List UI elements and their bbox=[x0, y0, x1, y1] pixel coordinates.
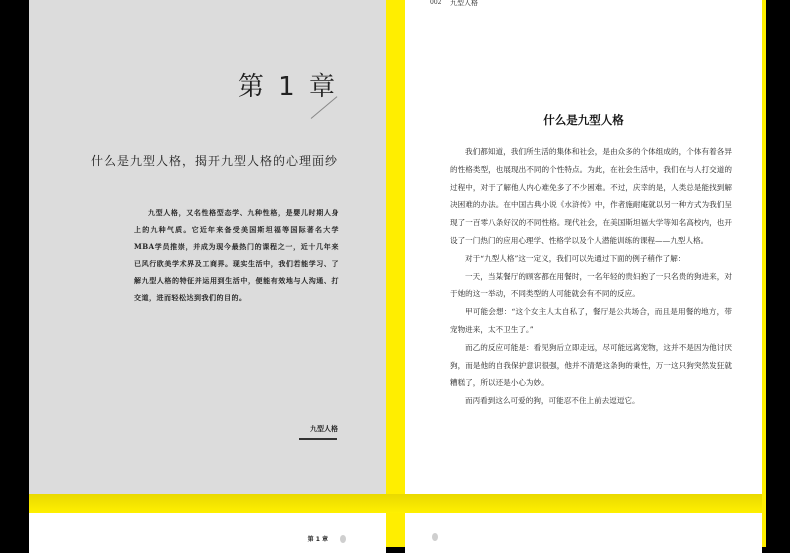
gutter-vertical bbox=[386, 0, 405, 547]
running-header: 九型人格 bbox=[450, 0, 478, 7]
chapter-subtitle: 什么是九型人格，揭开九型人格的心理面纱 bbox=[90, 154, 338, 168]
page-corner-circle-icon bbox=[340, 535, 346, 543]
right-page bbox=[405, 0, 762, 494]
book-title: 九型人格 bbox=[310, 425, 338, 433]
paragraph: 我们都知道，我们所生活的集体和社会，是由众多的个体组成的，个体有着各异的性格类型，也展现出不同的个性特点。为此，在社会生活中，我们在与人打交道的过程中，对于了解他人内心难免多了不少困难。不过，庆幸的是，人类总是能找到解决困难的办法。在中国古典小说《水浒传》中，作者施耐庵就以另一种方式为我们呈现了一百零八条好汉的不同性格。现代社会，在美国斯坦福大学等知名高校内，也开设了一门热门的应用心理学、性格学以及个人潜能训练的课程——九型人格。 bbox=[450, 147, 732, 245]
chapter-title: 第 1 章 bbox=[237, 72, 338, 102]
paragraph: 而丙看到这么可爱的狗，可能忍不住上前去逗逗它。 bbox=[465, 396, 640, 406]
left-page bbox=[29, 0, 386, 494]
paragraph: 甲可能会想：“这个女主人太自私了，餐厅是公共场合，而且是用餐的地方，带宠物进来，太不卫生了。” bbox=[450, 307, 732, 334]
page-number: 002 bbox=[430, 0, 442, 6]
gutter-horizontal bbox=[29, 494, 762, 513]
chapter-intro: 九型人格，又名性格型态学、九种性格，是婴儿时期人身上的九种气质。它近年来备受美国斯坦福等国际著名大学MBA学员推崇，并成为现今最热门的课程之一，近十几年来已风行欧美学术界及工商界。现实生活中，我们若能学习、了解九型人格的特征并运用到生活中，便能有效地与人沟通、打交道，进而轻松达到我们的目的。 bbox=[134, 208, 339, 302]
next-right-page bbox=[405, 513, 762, 553]
page-corner-circle-icon bbox=[432, 533, 438, 541]
title-underline bbox=[299, 438, 337, 440]
body-text bbox=[450, 143, 732, 410]
paragraph: 一天，当某餐厅的顾客都在用餐时，一名年轻的贵妇抱了一只名贵的狗进来，对于她的这一举动，不同类型的人可能就会有不同的反应。 bbox=[450, 271, 732, 299]
right-edge-band bbox=[762, 0, 766, 547]
paragraph: 而乙的反应可能是：看见狗后立即走远，尽可能远离宠物，这并不是因为他讨厌狗，而是他的自我保护意识很强，他并不清楚这条狗的秉性，万一这只狗突然发狂就糟糕了，所以还是小心为妙。 bbox=[450, 342, 732, 388]
section-title: 什么是九型人格 bbox=[543, 113, 624, 127]
paragraph: 对于“九型人格”这一定义，我们可以先通过下面的例子稍作了解： bbox=[465, 253, 686, 263]
next-left-page bbox=[29, 513, 386, 553]
footer-chapter-label: 第 1 章 bbox=[307, 536, 328, 543]
